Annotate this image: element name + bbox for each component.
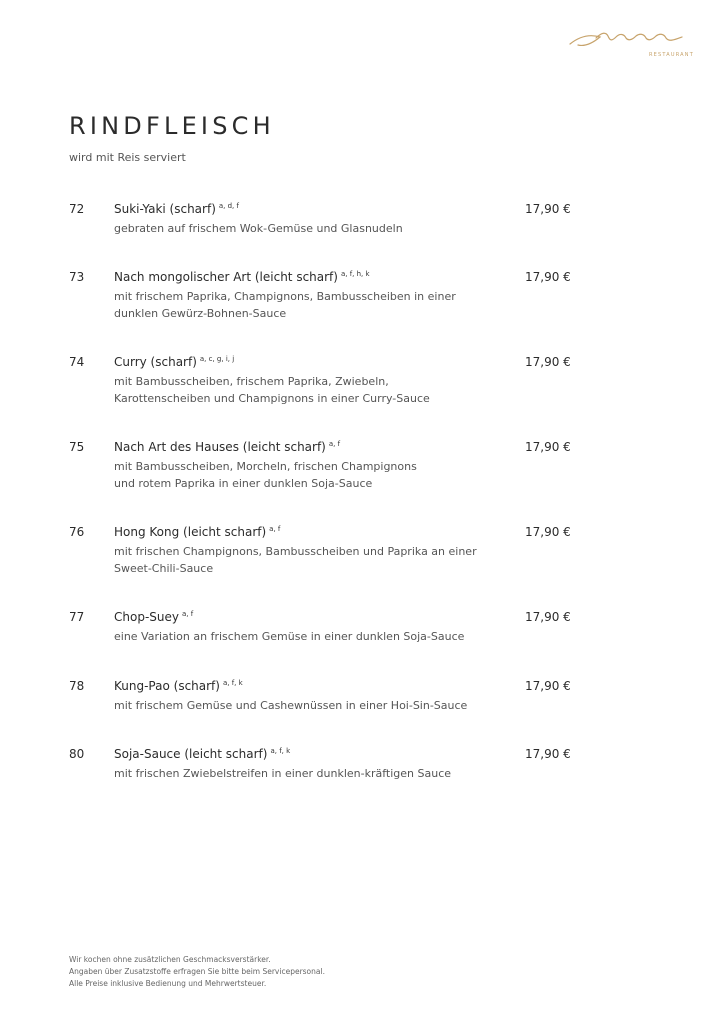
item-allergens: a, f, k <box>222 679 243 687</box>
item-number: 74 <box>69 355 85 369</box>
item-allergens: a, f <box>269 525 281 533</box>
item-price: 17,90 € <box>525 270 571 284</box>
item-name: Chop-Suey $^{a, f}$ <box>114 610 194 624</box>
item-allergens: a, d, f <box>218 202 239 210</box>
item-name: Curry (scharf) $^{a, c, g, i, j}$ <box>114 355 235 369</box>
item-description: mit frischem Paprika, Champignons, Bambusscheiben in einer dunklen Gewürz-Bohnen-Sauce <box>114 290 456 320</box>
item-description: mit Bambusscheiben, Morcheln, frischen Champignons und rotem Paprika in einer dunklen Soja-Sauce <box>114 460 417 490</box>
item-name: Nach Art des Hauses (leicht scharf) $^{a, f}$ <box>114 440 341 454</box>
item-price: 17,90 € <box>525 202 571 216</box>
logo-script-mark <box>566 28 686 50</box>
item-description: eine Variation an frischem Gemüse in einer dunklen Soja-Sauce <box>114 630 465 643</box>
item-number: 73 <box>69 270 85 284</box>
item-description: mit frischen Champignons, Bambusscheiben und Paprika an einer Sweet-Chili-Sauce <box>114 545 477 575</box>
item-name: Suki-Yaki (scharf) $^{a, d, f}$ <box>114 202 239 216</box>
footer-line: Wir kochen ohne zusätzlichen Geschmacksverstärker. <box>69 955 271 964</box>
item-allergens: a, f <box>328 440 341 448</box>
item-description: gebraten auf frischem Wok-Gemüse und Glasnudeln <box>114 222 403 235</box>
item-name: Hong Kong (leicht scharf) $^{a, f}$ <box>114 525 281 539</box>
section-title: RINDFLEISCH <box>69 112 275 140</box>
item-description: mit frischen Zwiebelstreifen in einer dunklen-kräftigen Sauce <box>114 767 452 780</box>
item-price: 17,90 € <box>525 440 571 454</box>
item-price: 17,90 € <box>525 355 571 369</box>
item-name: Soja-Sauce (leicht scharf) $^{a, f, k}$ <box>114 747 291 761</box>
item-price: 17,90 € <box>525 747 571 761</box>
item-number: 72 <box>69 202 85 216</box>
item-allergens: a, f, k <box>270 747 291 755</box>
item-price: 17,90 € <box>525 679 571 693</box>
item-description: mit frischem Gemüse und Cashewnüssen in einer Hoi-Sin-Sauce <box>114 699 468 712</box>
item-number: 80 <box>69 747 85 761</box>
item-number: 75 <box>69 440 85 454</box>
logo-subtitle: RESTAURANT <box>648 52 694 58</box>
item-price: 17,90 € <box>525 525 571 539</box>
item-number: 76 <box>69 525 85 539</box>
item-allergens: a, f <box>181 610 194 618</box>
item-description: mit Bambusscheiben, frischem Paprika, Zwiebeln, Karottenscheiben und Champignons in einer Curry-Sauce <box>114 375 430 405</box>
item-number: 77 <box>69 610 85 624</box>
item-allergens: a, f, h, k <box>340 270 370 278</box>
restaurant-logo <box>566 28 694 62</box>
item-name: Kung-Pao (scharf) $^{a, f, k}$ <box>114 679 243 693</box>
footer-notes <box>69 954 325 990</box>
footer-line: Angaben über Zusatzstoffe erfragen Sie bitte beim Servicepersonal. <box>69 967 325 976</box>
item-allergens: a, c, g, i, j <box>199 355 235 363</box>
item-price: 17,90 € <box>525 610 571 624</box>
section-subtitle: wird mit Reis serviert <box>69 151 186 164</box>
item-name: Nach mongolischer Art (leicht scharf) $^{a, f, h, k}$ <box>114 270 370 284</box>
item-number: 78 <box>69 679 85 693</box>
footer-line: Alle Preise inklusive Bedienung und Mehrwertsteuer. <box>69 979 267 988</box>
